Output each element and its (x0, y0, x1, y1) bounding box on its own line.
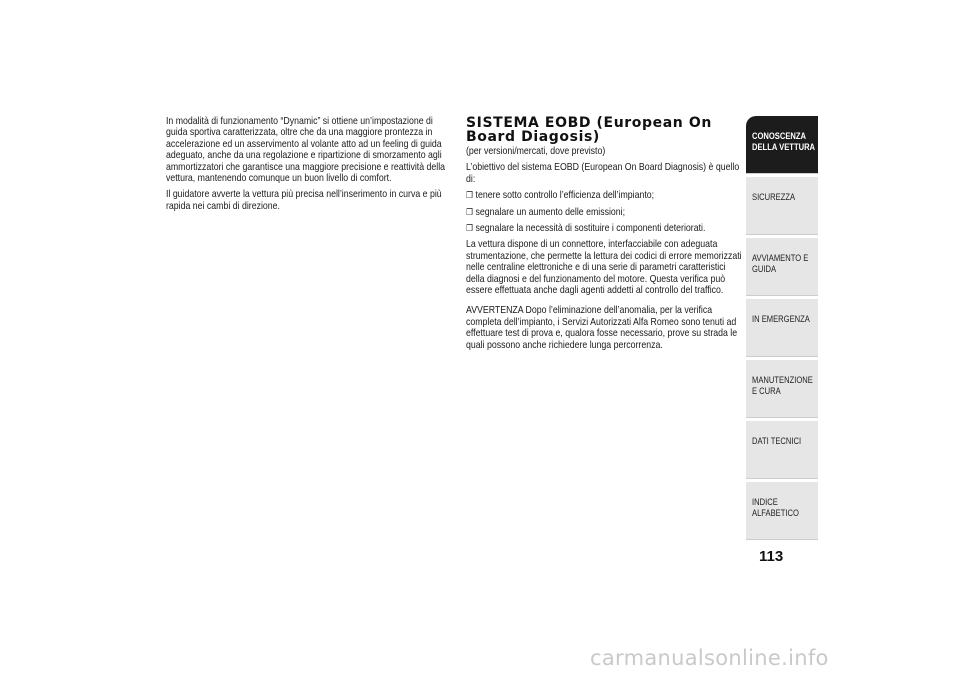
left-column (166, 116, 446, 217)
connector-paragraph: La vettura dispone di un connettore, interfacciabile con adeguata strumentazione, che permette la lettura dei codici di errore memorizzati nelle centraline elettroniche e di una serie di parametri caratteristici della diagnosi e del funzionamento del motore. Questa verifica può essere effettuata anche dagli agenti addetti al controllo del traffico. (466, 239, 742, 297)
subtitle: (per versioni/mercati, dove previsto) (466, 146, 606, 157)
section-heading: SISTEMA EOBD (European On Board Diagosis) (466, 115, 712, 145)
tab-label: CONOSCENZA DELLA VETTURA (752, 131, 816, 153)
page-number: 113 (759, 548, 784, 565)
list-item (466, 207, 746, 218)
warning-paragraph: AVVERTENZA Dopo l’eliminazione dell’anomalia, per la verifica completa dell’impianto, i Servizi Autorizzati Alfa Romeo sono tenuti ad effettuare test di prova e, qualora fosse necessario, prove su strada le quali possono anche richiedere lunga percorrenza. (466, 305, 738, 351)
tab-label: INDICE ALFABETICO (752, 497, 799, 519)
left-paragraph-2: Il guidatore avverte la vettura più precisa nell’inserimento in curva e più rapida nei cambi di direzione. (166, 189, 442, 212)
checkbox-bullet-icon: ❐ (466, 190, 473, 201)
tab-in-emergenza[interactable] (746, 299, 818, 357)
tab-label: AVVIAMENTO E GUIDA (752, 253, 809, 275)
tab-label: MANUTENZIONE E CURA (752, 375, 813, 397)
tab-indice-alfabetico[interactable] (746, 482, 818, 540)
intro-paragraph: L’obiettivo del sistema EOBD (European On Board Diagnosis) è quello di: (466, 162, 740, 185)
list-item-text: segnalare la necessità di sostituire i componenti deteriorati. (475, 223, 706, 235)
right-column (466, 146, 746, 356)
chapter-sidebar (746, 116, 818, 543)
tab-manutenzione-e-cura[interactable] (746, 360, 818, 418)
list-item-text: segnalare un aumento delle emissioni; (475, 206, 626, 218)
tab-label: IN EMERGENZA (752, 314, 810, 325)
tab-conoscenza-della-vettura[interactable] (746, 116, 818, 174)
list-item-text: tenere sotto controllo l’efficienza dell’impianto; (475, 190, 655, 202)
tab-avviamento-e-guida[interactable] (746, 238, 818, 296)
list-item (466, 190, 746, 201)
left-paragraph-1: In modalità di funzionamento “Dynamic” si ottiene un’impostazione di guida sportiva caratterizzata, oltre che da una maggiore prontezza in accelerazione ed un asservimento al volante atto ad un feeling di guida adeguato, anche da una regolazione e ripartizione di smorzamento agli ammortizzatori che garantisce una maggiore precisione e reattività della vettura, mantenendo comunque un buon livello di comfort. (166, 116, 446, 185)
list-item (466, 223, 746, 234)
tab-sicurezza[interactable] (746, 177, 818, 235)
tab-label: DATI TECNICI (752, 436, 802, 447)
checkbox-bullet-icon: ❐ (466, 223, 473, 234)
watermark: carmanualsonline.info (590, 646, 829, 670)
tab-label: SICUREZZA (752, 192, 796, 203)
tab-dati-tecnici[interactable] (746, 421, 818, 479)
checkbox-bullet-icon: ❐ (466, 206, 473, 217)
